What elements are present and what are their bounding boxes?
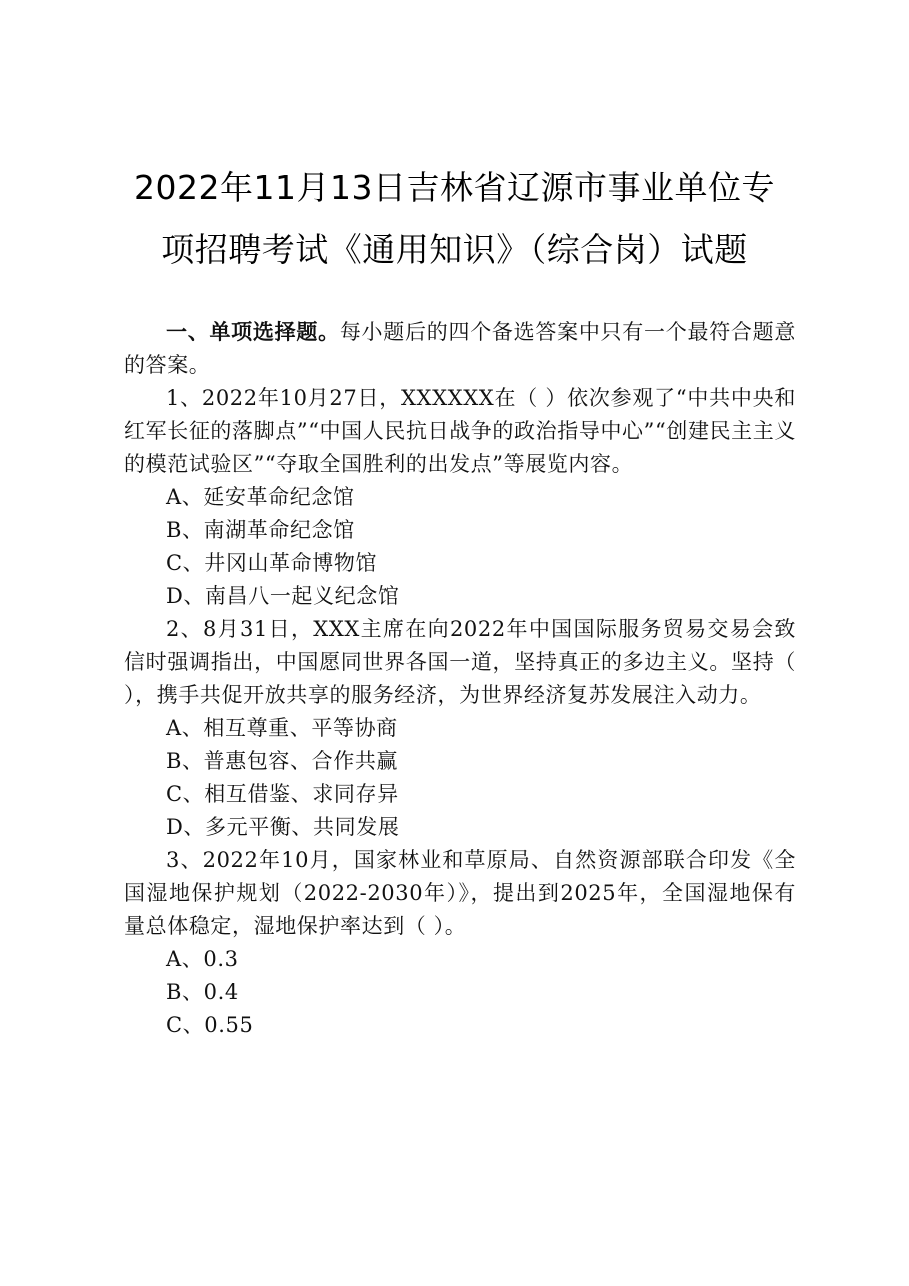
question-1-option-d: D、南昌八一起义纪念馆 <box>166 584 400 608</box>
question-1-option-b: B、南湖革命纪念馆 <box>166 518 355 542</box>
question-1-option-c: C、井冈山革命博物馆 <box>166 551 378 575</box>
section-heading: 一、单项选择题。 <box>166 320 340 344</box>
question-2-option-c: C、相互借鉴、求同存异 <box>166 782 399 806</box>
question-3-option-a: A、0.3 <box>166 947 239 971</box>
document-title-line-2: 项招聘考试《通用知识》（综合岗）试题 <box>161 230 748 269</box>
question-2-option-b: B、普惠包容、合作共赢 <box>166 749 399 773</box>
question-3-option-c: C、0.55 <box>166 1013 254 1037</box>
question-2-stem: 2、8月31日，XXX主席在向2022年中国国际服务贸易交易会致信时强调指出，中国愿同世界各国一道，坚持真正的多边主义。坚持（ ），携手共促开放共享的服务经济，为世界经济复苏发展注入动力。 <box>124 617 796 707</box>
question-1-stem: 1、2022年10月27日，XXXXXX在（ ）依次参观了“中共中央和红军长征的落脚点”“中国人民抗日战争的政治指导中心”“创建民主主义的模范试验区”“夺取全国胜利的出发点”等展览内容。 <box>124 386 796 476</box>
section-intro <box>124 316 796 382</box>
question-2-option-a: A、相互尊重、平等协商 <box>166 716 398 740</box>
question-2-option-d: D、多元平衡、共同发展 <box>166 815 400 839</box>
section-instruction: 每小题后的四个备选答案中只有一个最符合题意的答案。 <box>124 320 796 377</box>
question-1-option-a: A、延安革命纪念馆 <box>166 485 355 509</box>
document-title-line-1: 2022年11月13日吉林省辽源市事业单位专 <box>134 168 775 207</box>
question-3-stem: 3、2022年10月，国家林业和草原局、自然资源部联合印发《全国湿地保护规划（2022-2030年）》，提出到2025年，全国湿地保有量总体稳定，湿地保护率达到（ ）。 <box>124 848 796 938</box>
document-body <box>124 316 796 1042</box>
question-3-option-b: B、0.4 <box>166 980 239 1004</box>
